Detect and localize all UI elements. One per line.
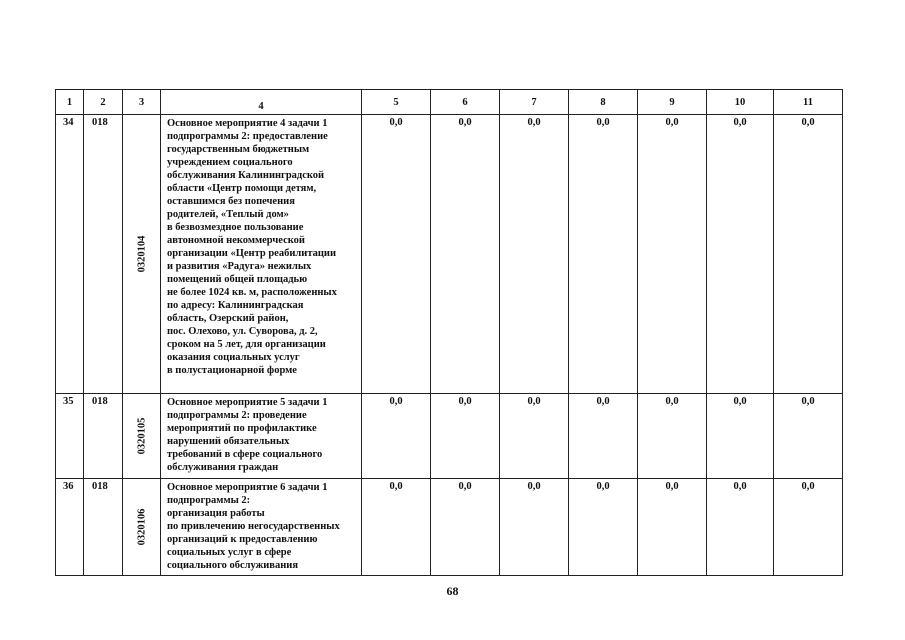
row-number-cell: 34 [56, 115, 84, 394]
header-cell: 2 [84, 90, 123, 115]
value-cell: 0,0 [431, 479, 500, 576]
description-line: область, Озерский район, [167, 313, 289, 324]
value-cell: 0,0 [707, 479, 774, 576]
header-cell: 4 [161, 90, 362, 115]
description-line: нарушений обязательных [167, 436, 290, 447]
description-line: не более 1024 кв. м, расположенных [167, 287, 337, 298]
table-row [56, 394, 843, 479]
header-cell: 7 [500, 90, 569, 115]
description-line: организаций к предоставлению [167, 534, 318, 545]
description-line: подпрограммы 2: предоставление [167, 131, 328, 142]
value-cell: 0,0 [707, 115, 774, 394]
value-cell: 0,0 [500, 479, 569, 576]
value-cell: 0,0 [569, 394, 638, 479]
value-cell: 0,0 [500, 394, 569, 479]
description-line: подпрограммы 2: проведение [167, 410, 307, 421]
header-cell: 6 [431, 90, 500, 115]
value-cell: 0,0 [362, 394, 431, 479]
kbk-code: 0320105 [136, 417, 147, 455]
description-line: пос. Олехово, ул. Суворова, д. 2, [167, 326, 318, 337]
kbk-code: 0320104 [136, 235, 147, 273]
description-line: Основное мероприятие 6 задачи 1 [167, 482, 328, 493]
description-line: требований в сфере социального [167, 449, 323, 460]
code-cell: 018 [84, 115, 123, 394]
header-cell: 3 [123, 90, 161, 115]
value-cell: 0,0 [774, 115, 843, 394]
row-number-cell: 36 [56, 479, 84, 576]
description-line: в полустационарной форме [167, 365, 297, 376]
header-cell: 1 [56, 90, 84, 115]
value-cell: 0,0 [362, 115, 431, 394]
description-line: мероприятий по профилактике [167, 423, 317, 434]
header-cell: 8 [569, 90, 638, 115]
description-line: сроком на 5 лет, для организации [167, 339, 326, 350]
description-line: и развития «Радуга» нежилых [167, 261, 312, 272]
code-cell: 018 [84, 479, 123, 576]
description-cell [161, 394, 362, 479]
kbk-cell [123, 394, 161, 479]
value-cell: 0,0 [500, 115, 569, 394]
header-cell: 10 [707, 90, 774, 115]
description-line: организации «Центр реабилитации [167, 248, 337, 259]
description-line: организация работы [167, 508, 265, 519]
description-line: социального обслуживания [167, 560, 299, 571]
description-line: государственным бюджетным [167, 144, 310, 155]
value-cell: 0,0 [774, 479, 843, 576]
header-cell: 9 [638, 90, 707, 115]
table-row [56, 115, 843, 394]
value-cell: 0,0 [638, 394, 707, 479]
header-row [56, 90, 843, 115]
description-line: социальных услуг в сфере [167, 547, 292, 558]
value-cell: 0,0 [569, 479, 638, 576]
header-cell: 11 [774, 90, 843, 115]
description-line: в безвозмездное пользование [167, 222, 304, 233]
kbk-code: 0320106 [136, 508, 147, 546]
value-cell: 0,0 [431, 394, 500, 479]
table-row [56, 479, 843, 576]
kbk-cell [123, 115, 161, 394]
description-line: оказания социальных услуг [167, 352, 300, 363]
kbk-cell [123, 479, 161, 576]
description-line: учреждением социального [167, 157, 293, 168]
value-cell: 0,0 [431, 115, 500, 394]
description-line: Основное мероприятие 4 задачи 1 [167, 118, 328, 129]
description-line: подпрограммы 2: [167, 495, 251, 506]
description-line: автономной некоммерческой [167, 235, 305, 246]
code-cell: 018 [84, 394, 123, 479]
description-line: по адресу: Калининградская [167, 300, 304, 311]
value-cell: 0,0 [774, 394, 843, 479]
row-number-cell: 35 [56, 394, 84, 479]
description-line: обслуживания граждан [167, 462, 279, 473]
value-cell: 0,0 [569, 115, 638, 394]
description-line: родителей, «Теплый дом» [167, 209, 289, 220]
value-cell: 0,0 [638, 115, 707, 394]
description-cell [161, 479, 362, 576]
description-line: Основное мероприятие 5 задачи 1 [167, 397, 328, 408]
value-cell: 0,0 [362, 479, 431, 576]
description-line: оставшимся без попечения [167, 196, 295, 207]
header-cell: 5 [362, 90, 431, 115]
description-line: по привлечению негосударственных [167, 521, 340, 532]
budget-table [55, 89, 843, 576]
page-number: 68 [446, 584, 459, 598]
value-cell: 0,0 [707, 394, 774, 479]
description-line: области «Центр помощи детям, [167, 183, 317, 194]
description-line: обслуживания Калининградской [167, 170, 325, 181]
value-cell: 0,0 [638, 479, 707, 576]
description-line: помещений общей площадью [167, 274, 308, 285]
description-cell [161, 115, 362, 394]
